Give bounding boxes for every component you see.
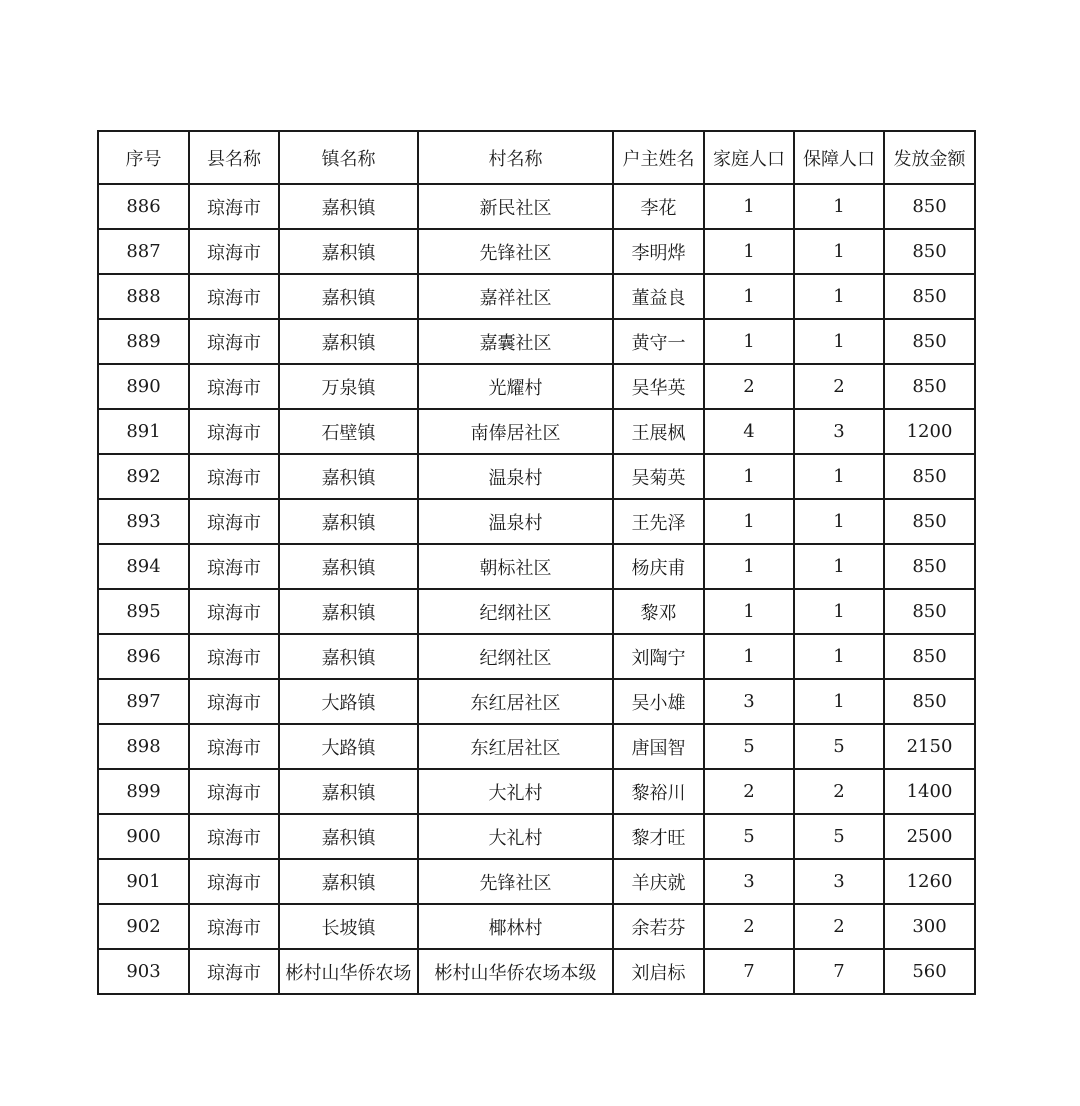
householder-cell: 李花 (613, 184, 704, 229)
serial-no-cell: 897 (98, 679, 189, 724)
table-row (98, 229, 975, 274)
householder-cell: 羊庆就 (613, 859, 704, 904)
serial-no-cell: 887 (98, 229, 189, 274)
town-cell: 嘉积镇 (279, 769, 418, 814)
document-sheet (97, 130, 974, 995)
table-row (98, 904, 975, 949)
village-cell: 大礼村 (418, 814, 613, 859)
village-cell: 彬村山华侨农场本级 (418, 949, 613, 994)
family-population-cell: 1 (704, 454, 794, 499)
serial-no-cell: 901 (98, 859, 189, 904)
serial-no-cell: 891 (98, 409, 189, 454)
covered-population-cell: 5 (794, 724, 884, 769)
town-cell: 嘉积镇 (279, 229, 418, 274)
householder-cell: 唐国智 (613, 724, 704, 769)
amount-cell: 850 (884, 364, 975, 409)
family-population-cell: 1 (704, 544, 794, 589)
family-population-cell: 5 (704, 724, 794, 769)
family-population-cell: 2 (704, 904, 794, 949)
amount-cell: 850 (884, 274, 975, 319)
table-row (98, 184, 975, 229)
family-population-cell: 3 (704, 679, 794, 724)
householder-cell: 刘陶宁 (613, 634, 704, 679)
town-cell: 长坡镇 (279, 904, 418, 949)
town-cell: 嘉积镇 (279, 589, 418, 634)
family-population-cell: 4 (704, 409, 794, 454)
village-cell: 温泉村 (418, 454, 613, 499)
householder-cell: 吴菊英 (613, 454, 704, 499)
covered-population-cell: 1 (794, 544, 884, 589)
amount-cell: 560 (884, 949, 975, 994)
householder-cell: 黎裕川 (613, 769, 704, 814)
table-row (98, 364, 975, 409)
county-cell: 琼海市 (189, 724, 279, 769)
table-row (98, 724, 975, 769)
amount-cell: 1200 (884, 409, 975, 454)
amount-cell: 850 (884, 319, 975, 364)
serial-no-cell: 895 (98, 589, 189, 634)
county-cell: 琼海市 (189, 589, 279, 634)
table-header (98, 131, 975, 184)
covered-population-cell: 3 (794, 859, 884, 904)
town-cell: 嘉积镇 (279, 499, 418, 544)
county-cell: 琼海市 (189, 814, 279, 859)
serial-no-cell: 892 (98, 454, 189, 499)
covered-population-cell: 2 (794, 904, 884, 949)
family-population-cell: 1 (704, 319, 794, 364)
family-population-cell: 1 (704, 184, 794, 229)
householder-cell: 黄守一 (613, 319, 704, 364)
covered-population-cell: 1 (794, 274, 884, 319)
header-row (98, 131, 975, 184)
covered-population-cell: 2 (794, 769, 884, 814)
village-cell: 南俸居社区 (418, 409, 613, 454)
family-population-cell: 3 (704, 859, 794, 904)
householder-cell: 余若芬 (613, 904, 704, 949)
householder-cell: 吴华英 (613, 364, 704, 409)
amount-cell: 1260 (884, 859, 975, 904)
village-cell: 光耀村 (418, 364, 613, 409)
table-row (98, 859, 975, 904)
amount-cell: 2500 (884, 814, 975, 859)
covered-population-cell: 1 (794, 634, 884, 679)
covered-population-cell: 1 (794, 454, 884, 499)
householder-cell: 黎邓 (613, 589, 704, 634)
serial-no-cell: 903 (98, 949, 189, 994)
county-cell: 琼海市 (189, 769, 279, 814)
serial-no-cell: 898 (98, 724, 189, 769)
town-cell: 大路镇 (279, 724, 418, 769)
family-population-cell: 1 (704, 634, 794, 679)
covered-population-cell: 5 (794, 814, 884, 859)
header-covered-population: 保障人口 (794, 131, 884, 184)
table-row (98, 409, 975, 454)
householder-cell: 董益良 (613, 274, 704, 319)
family-population-cell: 7 (704, 949, 794, 994)
householder-cell: 王展枫 (613, 409, 704, 454)
amount-cell: 850 (884, 679, 975, 724)
town-cell: 嘉积镇 (279, 634, 418, 679)
householder-cell: 刘启标 (613, 949, 704, 994)
village-cell: 新民社区 (418, 184, 613, 229)
serial-no-cell: 899 (98, 769, 189, 814)
town-cell: 嘉积镇 (279, 814, 418, 859)
header-town-name: 镇名称 (279, 131, 418, 184)
county-cell: 琼海市 (189, 319, 279, 364)
covered-population-cell: 1 (794, 184, 884, 229)
village-cell: 嘉囊社区 (418, 319, 613, 364)
amount-cell: 850 (884, 454, 975, 499)
householder-cell: 黎才旺 (613, 814, 704, 859)
family-population-cell: 1 (704, 274, 794, 319)
county-cell: 琼海市 (189, 184, 279, 229)
covered-population-cell: 1 (794, 499, 884, 544)
header-amount-issued: 发放金额 (884, 131, 975, 184)
amount-cell: 850 (884, 589, 975, 634)
header-family-population: 家庭人口 (704, 131, 794, 184)
householder-cell: 王先泽 (613, 499, 704, 544)
county-cell: 琼海市 (189, 274, 279, 319)
table-row (98, 814, 975, 859)
covered-population-cell: 2 (794, 364, 884, 409)
amount-cell: 2150 (884, 724, 975, 769)
village-cell: 先锋社区 (418, 229, 613, 274)
header-village-name: 村名称 (418, 131, 613, 184)
table-row (98, 634, 975, 679)
covered-population-cell: 1 (794, 229, 884, 274)
amount-cell: 300 (884, 904, 975, 949)
village-cell: 先锋社区 (418, 859, 613, 904)
family-population-cell: 1 (704, 499, 794, 544)
family-population-cell: 2 (704, 769, 794, 814)
county-cell: 琼海市 (189, 679, 279, 724)
village-cell: 嘉祥社区 (418, 274, 613, 319)
table-row (98, 454, 975, 499)
table-row (98, 544, 975, 589)
table-row (98, 499, 975, 544)
town-cell: 嘉积镇 (279, 859, 418, 904)
village-cell: 温泉村 (418, 499, 613, 544)
village-cell: 东红居社区 (418, 679, 613, 724)
allowance-table (97, 130, 976, 995)
header-county-name: 县名称 (189, 131, 279, 184)
householder-cell: 杨庆甫 (613, 544, 704, 589)
town-cell: 嘉积镇 (279, 274, 418, 319)
amount-cell: 850 (884, 229, 975, 274)
town-cell: 大路镇 (279, 679, 418, 724)
householder-cell: 李明烨 (613, 229, 704, 274)
table-row (98, 319, 975, 364)
serial-no-cell: 896 (98, 634, 189, 679)
amount-cell: 850 (884, 544, 975, 589)
family-population-cell: 1 (704, 229, 794, 274)
town-cell: 嘉积镇 (279, 319, 418, 364)
table-row (98, 949, 975, 994)
town-cell: 石壁镇 (279, 409, 418, 454)
county-cell: 琼海市 (189, 229, 279, 274)
village-cell: 纪纲社区 (418, 634, 613, 679)
town-cell: 嘉积镇 (279, 454, 418, 499)
county-cell: 琼海市 (189, 364, 279, 409)
table-row (98, 274, 975, 319)
county-cell: 琼海市 (189, 499, 279, 544)
county-cell: 琼海市 (189, 454, 279, 499)
county-cell: 琼海市 (189, 949, 279, 994)
serial-no-cell: 890 (98, 364, 189, 409)
covered-population-cell: 7 (794, 949, 884, 994)
town-cell: 彬村山华侨农场 (279, 949, 418, 994)
serial-no-cell: 894 (98, 544, 189, 589)
serial-no-cell: 886 (98, 184, 189, 229)
serial-no-cell: 889 (98, 319, 189, 364)
serial-no-cell: 888 (98, 274, 189, 319)
table-row (98, 769, 975, 814)
table-body (98, 184, 975, 994)
covered-population-cell: 1 (794, 589, 884, 634)
county-cell: 琼海市 (189, 409, 279, 454)
town-cell: 嘉积镇 (279, 544, 418, 589)
village-cell: 纪纲社区 (418, 589, 613, 634)
county-cell: 琼海市 (189, 904, 279, 949)
village-cell: 朝标社区 (418, 544, 613, 589)
county-cell: 琼海市 (189, 634, 279, 679)
county-cell: 琼海市 (189, 544, 279, 589)
amount-cell: 850 (884, 634, 975, 679)
covered-population-cell: 1 (794, 319, 884, 364)
header-householder-name: 户主姓名 (613, 131, 704, 184)
family-population-cell: 1 (704, 589, 794, 634)
family-population-cell: 5 (704, 814, 794, 859)
serial-no-cell: 902 (98, 904, 189, 949)
covered-population-cell: 1 (794, 679, 884, 724)
table-row (98, 679, 975, 724)
amount-cell: 850 (884, 499, 975, 544)
serial-no-cell: 893 (98, 499, 189, 544)
header-serial-no: 序号 (98, 131, 189, 184)
village-cell: 椰林村 (418, 904, 613, 949)
village-cell: 东红居社区 (418, 724, 613, 769)
family-population-cell: 2 (704, 364, 794, 409)
town-cell: 嘉积镇 (279, 184, 418, 229)
county-cell: 琼海市 (189, 859, 279, 904)
amount-cell: 1400 (884, 769, 975, 814)
householder-cell: 吴小雄 (613, 679, 704, 724)
covered-population-cell: 3 (794, 409, 884, 454)
amount-cell: 850 (884, 184, 975, 229)
table-row (98, 589, 975, 634)
village-cell: 大礼村 (418, 769, 613, 814)
serial-no-cell: 900 (98, 814, 189, 859)
town-cell: 万泉镇 (279, 364, 418, 409)
